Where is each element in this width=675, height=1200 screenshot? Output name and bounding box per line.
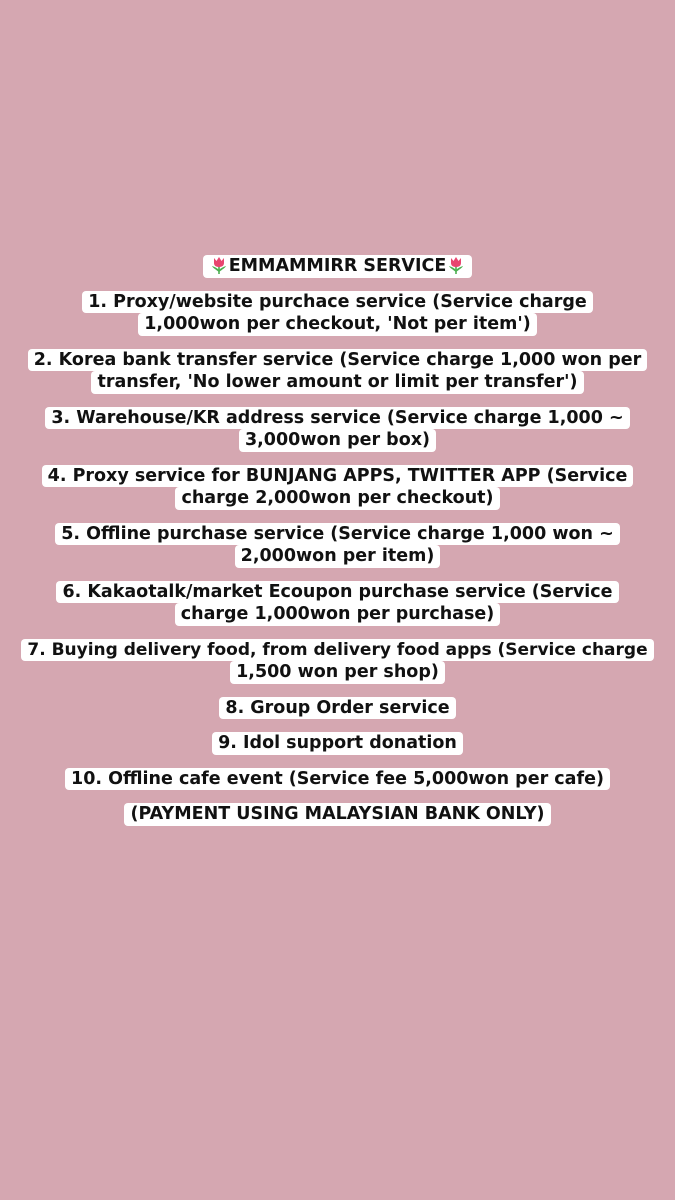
service-item-6 <box>56 581 618 626</box>
service-item-10 <box>65 768 610 791</box>
service-line: 1,500 won per shop) <box>230 661 445 684</box>
service-item-9 <box>212 732 463 755</box>
service-line: 9. Idol support donation <box>212 732 463 755</box>
tulip-icon <box>446 255 466 275</box>
service-line: 1. Proxy/website purchace service (Service charge <box>82 291 593 314</box>
service-item-8 <box>219 697 455 720</box>
service-line: 6. Kakaotalk/market Ecoupon purchase service (Service <box>56 581 618 604</box>
service-line: 7. Buying delivery food, from delivery food apps (Service charge <box>21 639 653 662</box>
service-line: 3. Warehouse/KR address service (Service charge 1,000 ~ <box>45 407 629 430</box>
title-block <box>203 255 473 278</box>
content-stack <box>0 255 675 839</box>
service-line: 1,000won per checkout, 'Not per item') <box>138 313 536 336</box>
service-line: charge 1,000won per purchase) <box>175 603 501 626</box>
service-line: charge 2,000won per checkout) <box>175 487 499 510</box>
service-item-1 <box>82 291 593 336</box>
service-line: 5. Offline purchase service (Service charge 1,000 won ~ <box>55 523 620 546</box>
service-line: 2,000won per item) <box>235 545 441 568</box>
service-line: 10. Offline cafe event (Service fee 5,000won per cafe) <box>65 768 610 791</box>
service-item-4 <box>42 465 634 510</box>
service-line: 4. Proxy service for BUNJANG APPS, TWITTER APP (Service <box>42 465 634 488</box>
payment-note <box>124 803 550 826</box>
service-item-3 <box>45 407 629 452</box>
tulip-icon <box>209 255 229 275</box>
service-line: 8. Group Order service <box>219 697 455 720</box>
payment-note-text: (PAYMENT USING MALAYSIAN BANK ONLY) <box>124 803 550 826</box>
title-text: EMMAMMIRR SERVICE <box>228 256 447 276</box>
service-item-2 <box>28 349 647 394</box>
service-line: 3,000won per box) <box>239 429 436 452</box>
page-title <box>203 255 473 278</box>
service-line: transfer, 'No lower amount or limit per transfer') <box>91 371 583 394</box>
service-item-5 <box>55 523 620 568</box>
service-line: 2. Korea bank transfer service (Service charge 1,000 won per <box>28 349 647 372</box>
service-item-7 <box>21 639 653 684</box>
